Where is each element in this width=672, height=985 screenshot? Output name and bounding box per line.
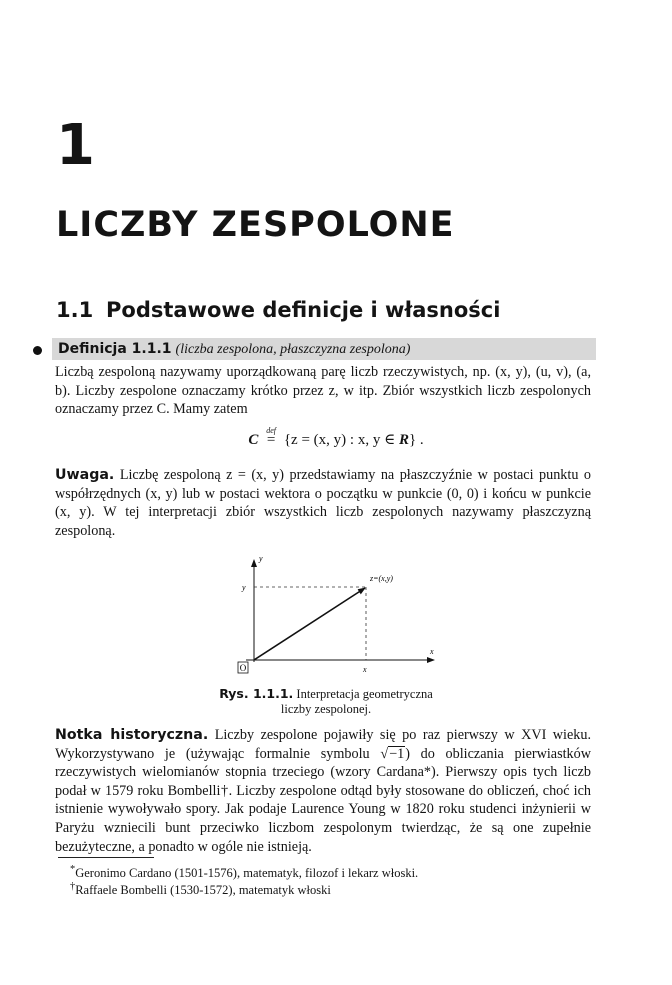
sqrt-argument: −1 [389,745,405,762]
definition-label: Definicja 1.1.1 [58,341,172,357]
footnote-text: Raffaele Bombelli (1530-1572), matematyk włoski [75,883,331,898]
definition-bullet [33,346,42,355]
footnote-mark: * [70,864,76,875]
formula-set-r: R [398,432,409,448]
sqrt-symbol: √ [380,745,389,762]
footnote-text: Geronimo Cardano (1501-1576), matematyk, filozof i lekarz włoski. [75,866,419,881]
section-number: 1.1 [56,298,94,322]
remark-label: Uwaga. [55,467,115,483]
chapter-number: 1 [56,113,95,178]
formula-lhs: C [248,432,259,448]
footnote-divider [58,857,154,858]
footnote-mark: † [70,881,76,892]
definition-subtitle: (liczba zespolona, płaszczyzna zespolona) [175,342,411,357]
caption-label: Rys. 1.1.1. [219,686,294,701]
def-label: def [266,426,276,435]
section-title: Podstawowe definicje i własności [106,298,501,322]
x-tick-label: x [363,665,367,674]
point-label: z=(x,y) [370,574,393,583]
formula-set-open: {z = (x, y) : x, y ∈ [283,432,399,448]
def-equals [262,426,280,450]
origin-label: O [239,663,247,673]
footnote-bombelli [70,879,331,898]
chapter-title: LICZBY ZESPOLONE [56,205,455,245]
x-axis-label: x [430,647,434,656]
definition-heading [58,340,410,359]
remark-paragraph [55,466,591,540]
history-text-2: ) do obliczania pierwiastków rzeczywistych wielomianów stopnia trzeciego (wzory Cardana*). Pierwszy opis tych liczb podał w 1579 roku Bombelli†. Liczby zespolone odtąd były stosowane do obliczeń, choć ich istnienie wywoływało spory. Jak podaje Laurence Young w 1820 roku studenci inżynierii w Paryżu wzniecili bunt przeciwko liczbom zespolonym twierdząc, że są one zupełnie bezużyteczne, a ponadto w ogóle nie istnieją. [55,745,591,855]
formula-set-close: } . [408,432,424,448]
history-text-1: Liczby zespolone pojawiły się po raz pierwszy w XVI wieku. Wykorzystywano je (używając formalnie symbolu [55,727,592,762]
history-label: Notka historyczna. [55,727,209,743]
y-tick-label: y [242,583,246,592]
figure-caption [200,686,452,717]
set-definition-formula [0,426,672,450]
history-paragraph [55,726,591,856]
remark-text: Liczbę zespoloną z = (x, y) przedstawiamy na płaszczyźnie w postaci punktu o współrzędnych (x, y) lub w postaci wektora o początku w punkcie (0, 0) i końcu w punkcie (x, y). W tej interpretacji zbiór wszystkich liczb zespolonych nazywamy płaszczyzną zespoloną. [55,467,592,539]
complex-plane-figure [230,550,450,680]
section-heading [56,298,500,323]
def-eq-sign: = [266,432,276,448]
y-axis-label: y [259,554,263,563]
definition-text: Liczbą zespoloną nazywamy uporządkowaną parę liczb rzeczywistych, np. (x, y), (u, v), (a, b). Liczby zespolone oznaczamy krótko przez z, w itp. Zbiór wszystkich liczb zespolonych oznaczamy przez C. Mamy zatem [55,364,591,418]
vector-z [254,588,365,660]
caption-line2: liczby zespolonej. [280,702,372,716]
caption-line1: Interpretacja geometryczna [296,687,433,701]
